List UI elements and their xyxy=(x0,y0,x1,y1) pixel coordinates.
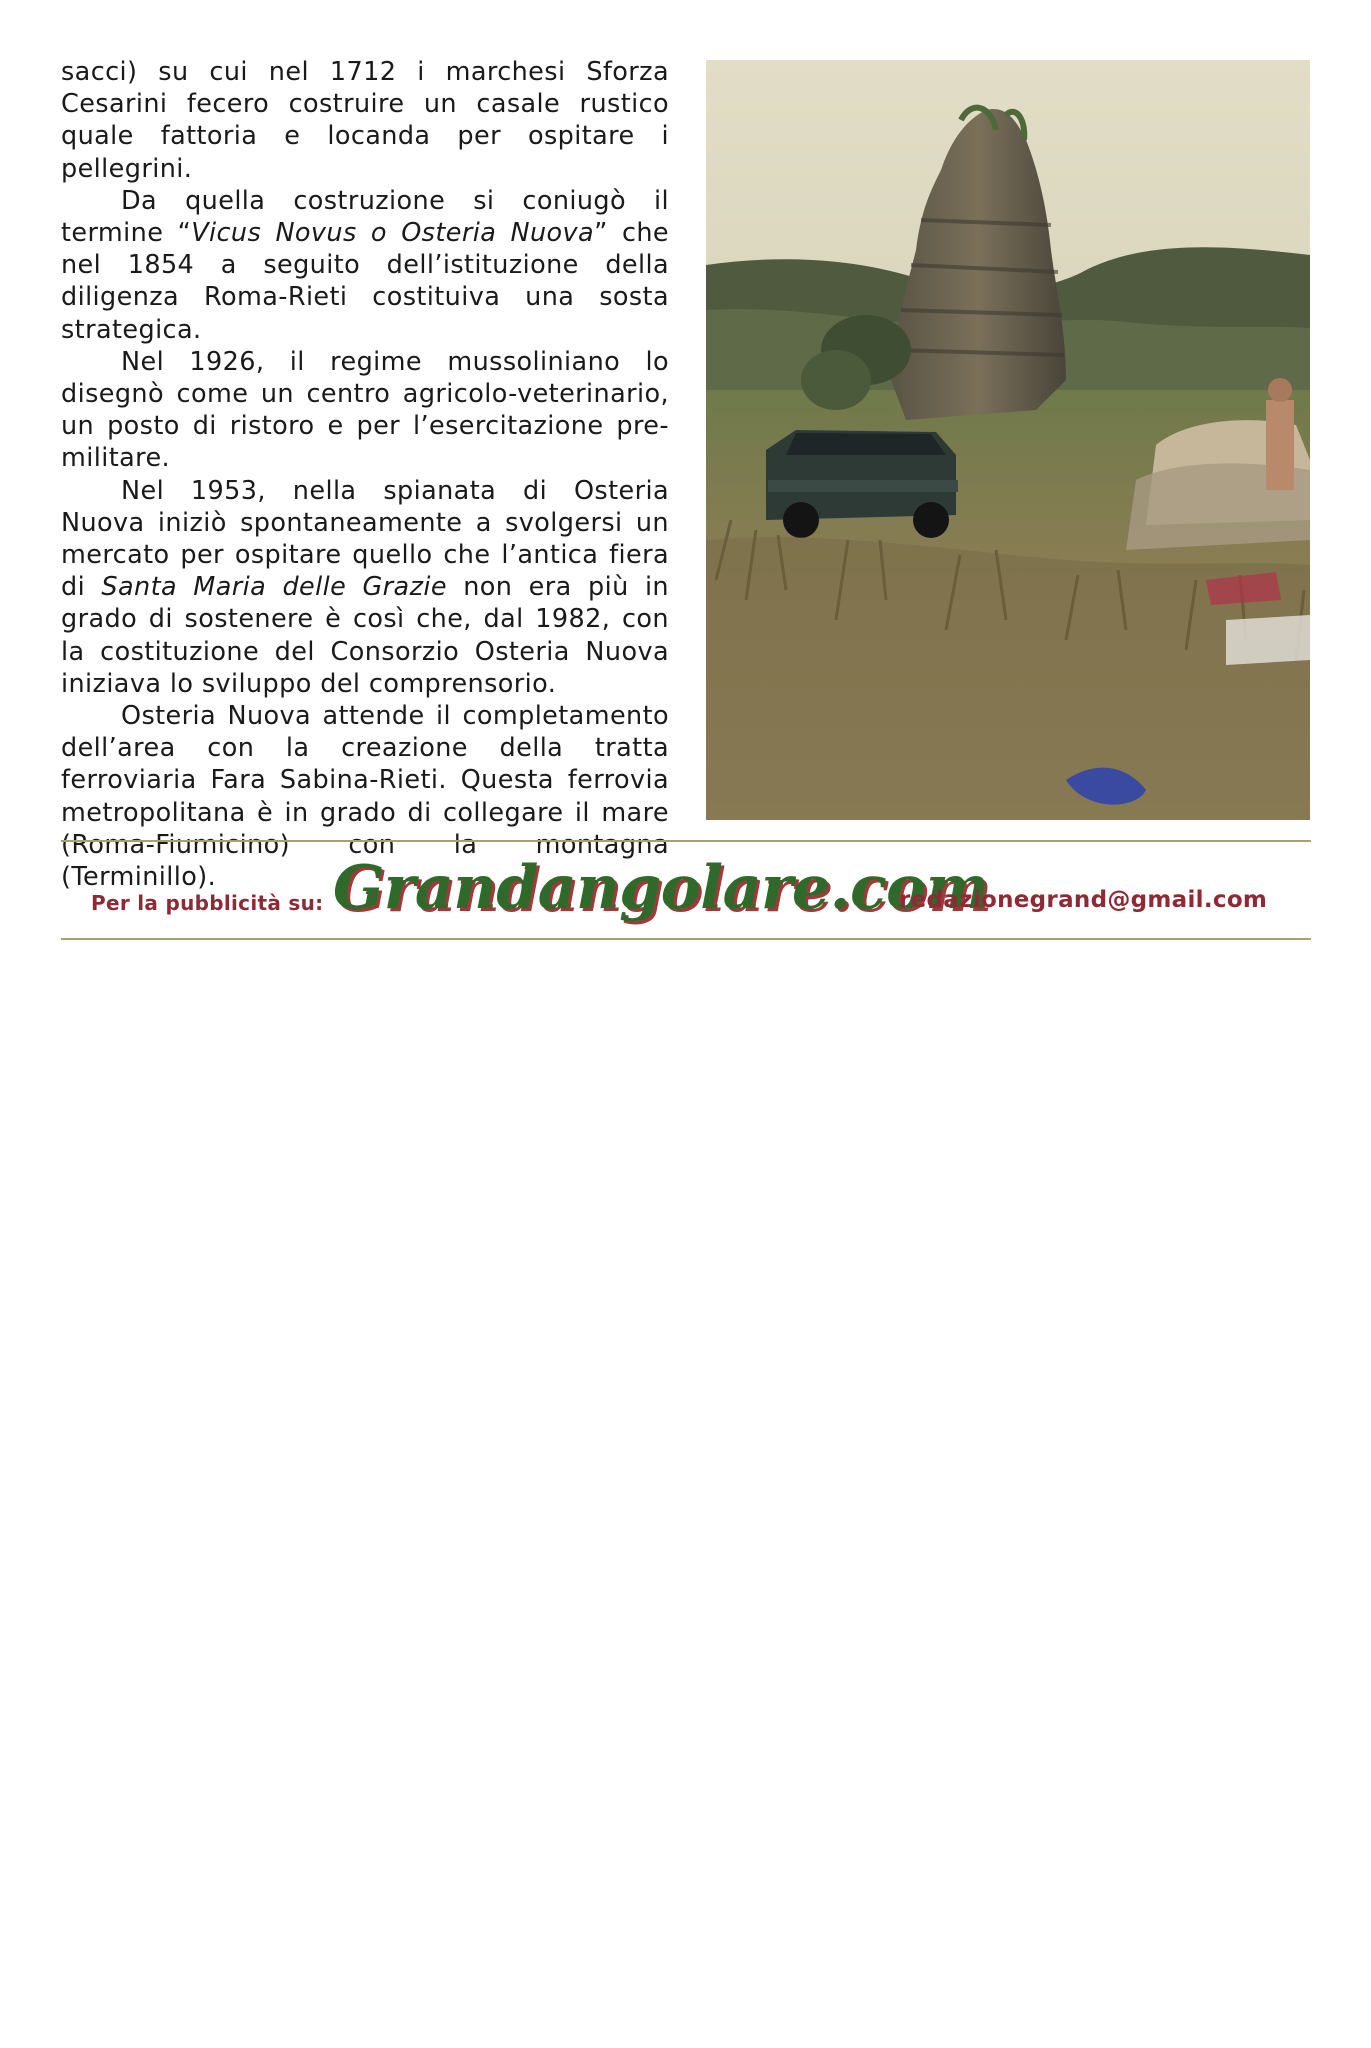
photo-illustration xyxy=(706,60,1310,820)
paragraph-text: ” che nel 1854 a seguito dell’istituzione della diligenza Roma-Rieti costituiva una sosta strategica. xyxy=(61,218,670,345)
top-divider xyxy=(61,840,1311,842)
contact-email[interactable]: redazionegrand@gmail.com xyxy=(899,887,1268,913)
article-paragraph xyxy=(61,185,669,346)
paragraph-text: Da quella costruzione si coniugò il termine “ xyxy=(61,185,669,249)
paragraph-text: non era più in grado di sostenere è così che, dal 1982, con la costituzione del Consorzio Osteria Nuova iniziava lo sviluppo del comprensorio. xyxy=(61,572,669,699)
paragraph-text: Nel 1953, nella spianata di Osteria Nuova iniziò spontaneamente a svolgersi un mercato per ospitare quello che l’antica fiera di xyxy=(61,475,669,603)
bottom-divider xyxy=(61,938,1311,940)
ad-banner xyxy=(61,843,1311,935)
article-paragraph xyxy=(61,475,669,700)
ruin-photo xyxy=(706,60,1310,820)
italic-text: Santa Maria delle Grazie xyxy=(101,572,447,603)
article-paragraph: sacci) su cui nel 1712 i marchesi Sforza Cesarini fecero costruire un casale rustico quale fattoria e locanda per ospitare i pellegrini. xyxy=(61,57,669,184)
article-paragraph: Osteria Nuova attende il completamento dell’area con la creazione della tratta ferroviaria Fara Sabina-Rieti. Questa ferrovia metropolitana è in grado di collegare il mare (Roma-Fiumicino) con la montagna (Terminillo). xyxy=(61,701,669,893)
site-logo[interactable]: Grandangolare.com xyxy=(333,853,989,923)
italic-text: Vicus Novus o Osteria Nuova xyxy=(191,218,595,249)
ad-label: Per la pubblicità su: xyxy=(91,891,324,915)
article-paragraph: Nel 1926, il regime mussoliniano lo disegnò come un centro agricolo-veterinario, un posto di ristoro e per l’esercitazione pre-militare. xyxy=(61,346,669,474)
article-text-column xyxy=(61,56,669,893)
